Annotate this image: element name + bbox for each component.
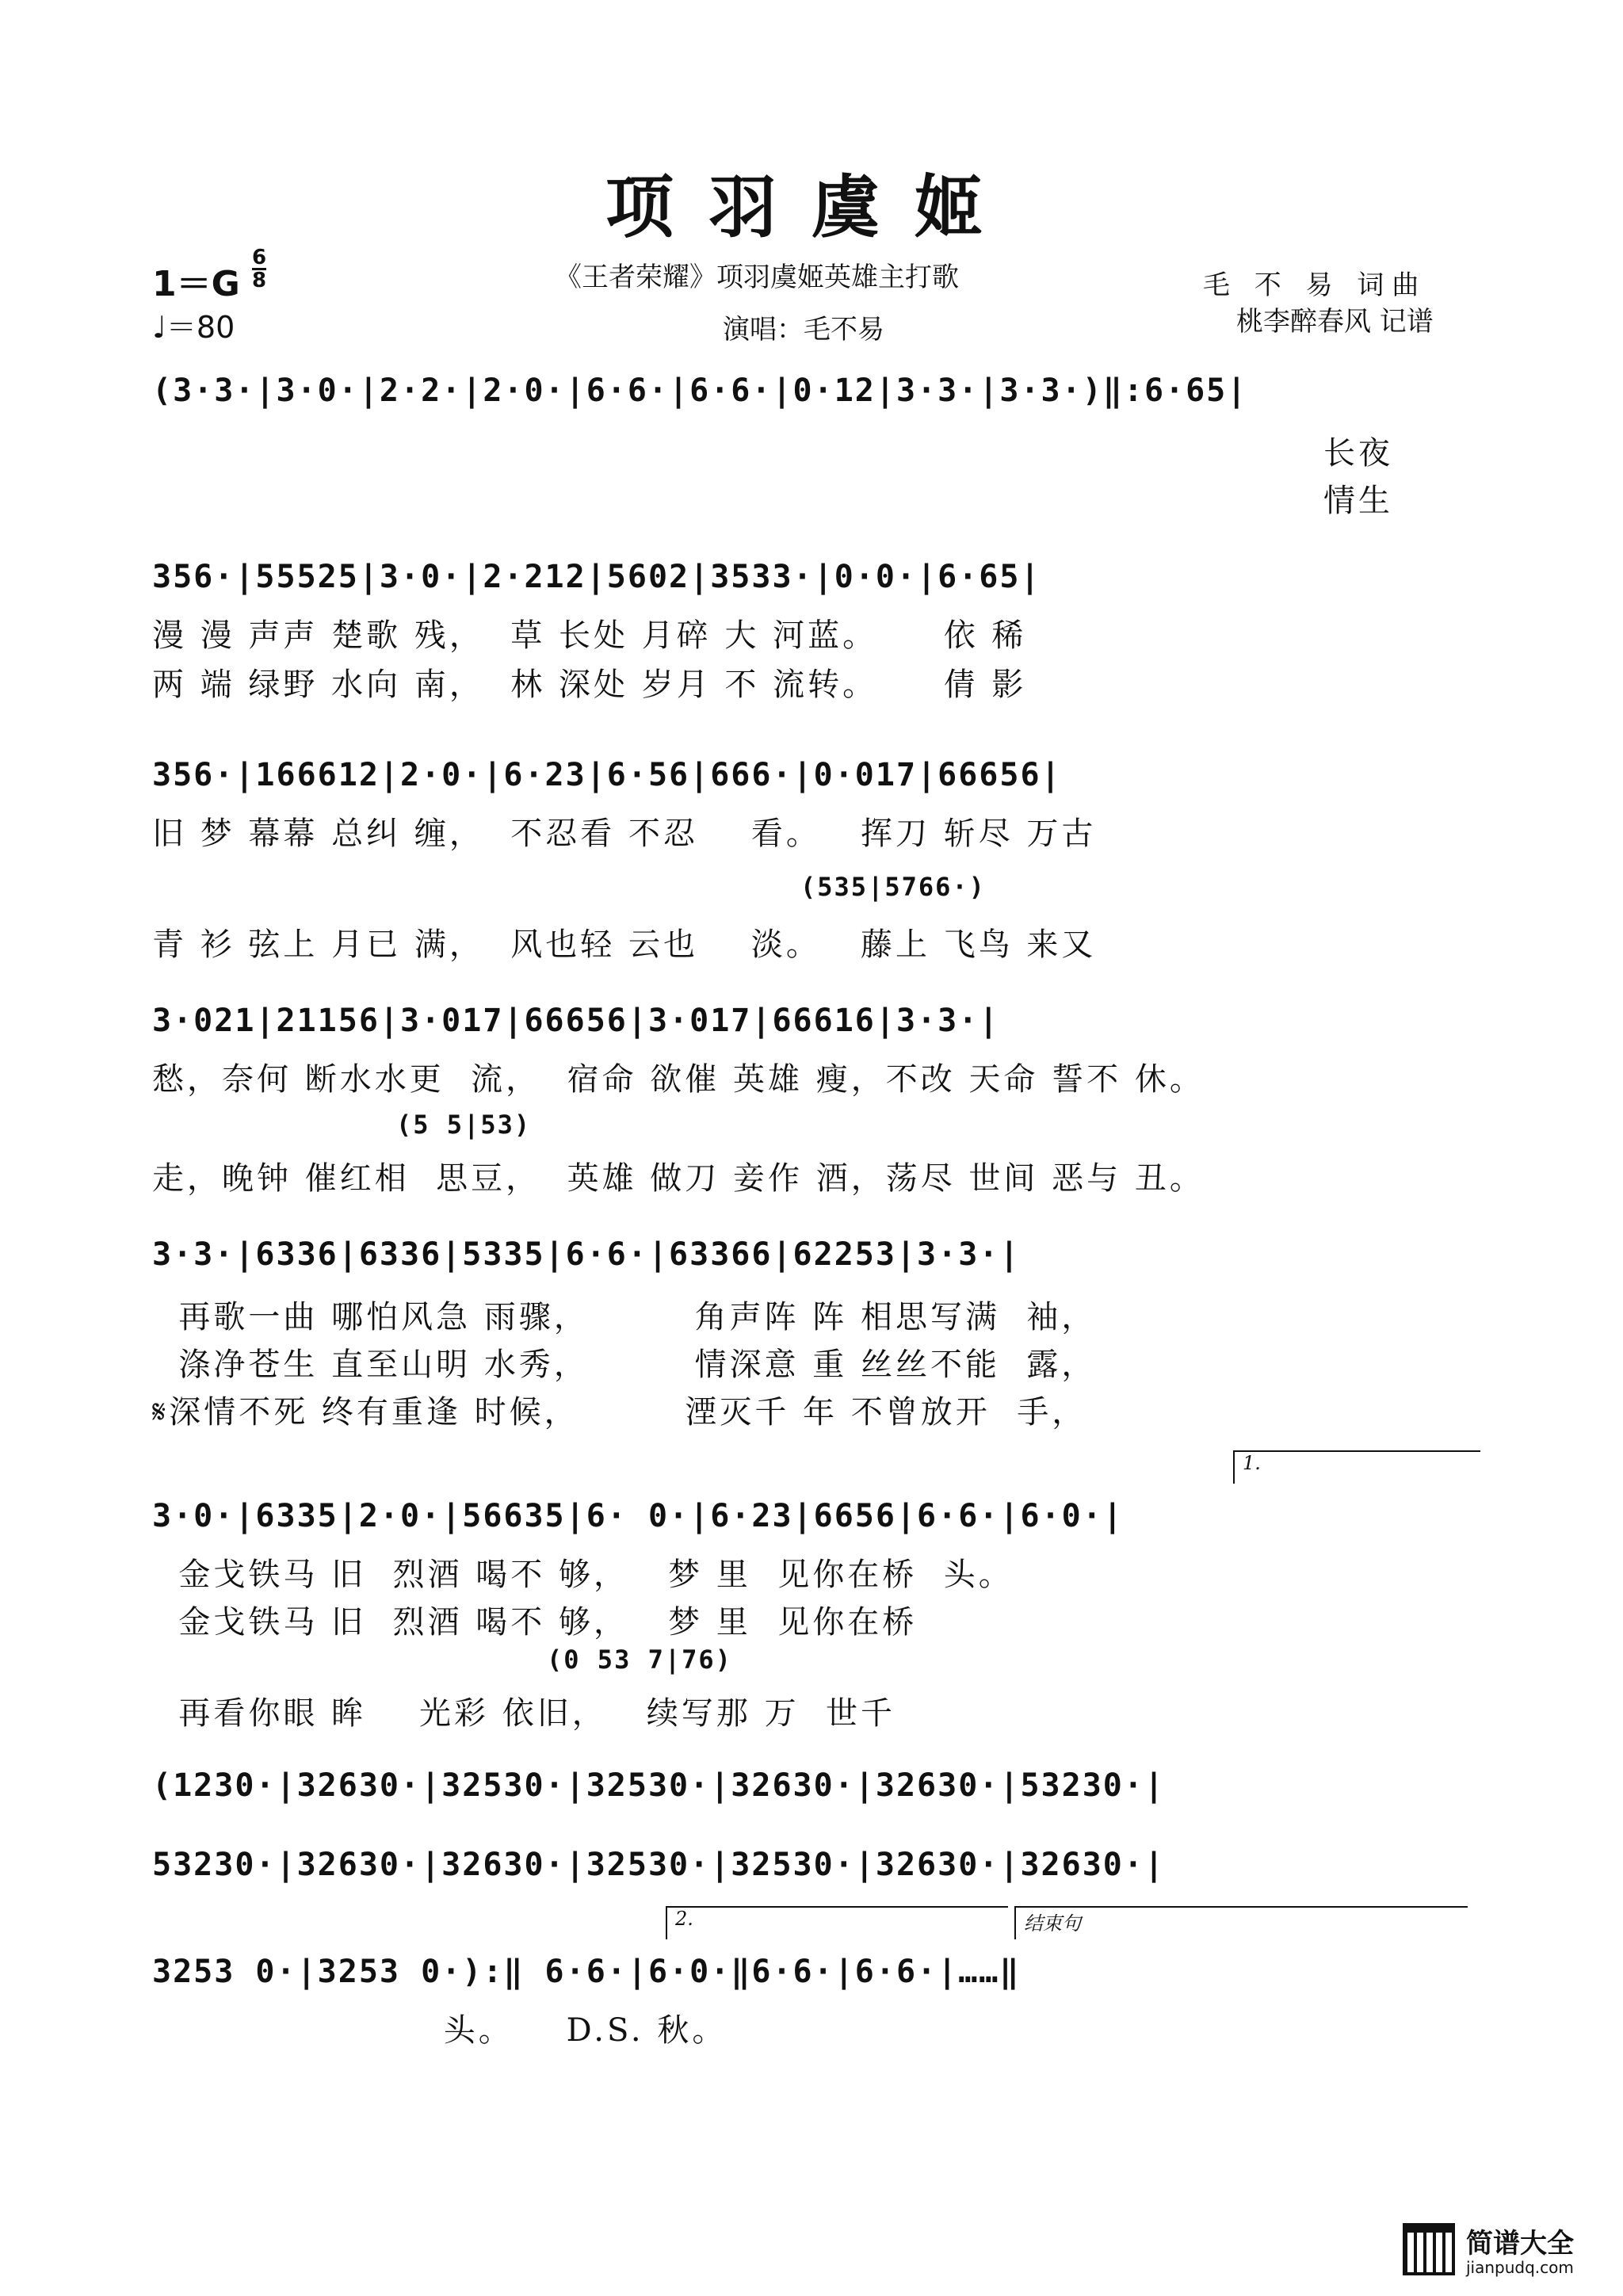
logo-url: jianpudq.com [1466, 2258, 1574, 2277]
lyric-row-9: 头。 D.S. 秋。 [152, 2012, 727, 2049]
tempo: ♩＝80 [152, 310, 235, 345]
lyric-row-1-a: 长夜 [1323, 435, 1393, 472]
lyric-row-5-a: 再歌一曲 哪怕风急 雨骤， 角声阵 阵 相思写满 袖， [152, 1299, 1097, 1335]
notation-row-3: 356·|166612|2·0·|6·23|6·56|666·|0·017|66656| [152, 757, 1062, 793]
lyric-row-4-b: 走，晚钟 催红相 思豆， 英雄 做刀 妾作 酒，荡尽 世间 恶与 丑。 [152, 1160, 1205, 1197]
notation-row-4-variant: (5 5|53) [396, 1110, 532, 1140]
lyric-row-1-b: 情生 [1323, 483, 1393, 519]
site-logo [1401, 2222, 1591, 2280]
key-signature: 1＝G [152, 264, 240, 304]
lyric-row-6-b: 金戈铁马 旧 烈酒 喝不 够， 梦 里 见你在桥 [152, 1604, 918, 1641]
notation-row-5: 3·3·|6336|6336|5335|6·6·|63366|62253|3·3·| [152, 1236, 1021, 1273]
notation-row-1: (3·3·|3·0·|2·2·|2·0·|6·6·|6·6·|0·12|3·3·|3·3·)‖:6·65| [152, 372, 1248, 409]
lyric-row-2-b: 两 端 绿野 水向 南， 林 深处 岁月 不 流转。 倩 影 [152, 667, 1027, 703]
lyric-row-2-a: 漫 漫 声声 楚歌 残， 草 长处 月碎 大 河蓝。 依 稀 [152, 617, 1027, 654]
volta-1: 1. [1233, 1450, 1480, 1484]
lyric-row-4-a: 愁，奈何 断水水更 流， 宿命 欲催 英雄 瘦，不改 天命 誓不 休。 [152, 1061, 1205, 1098]
notation-row-7: (1230·|32630·|32530·|32530·|32630·|32630·|53230·| [152, 1767, 1166, 1804]
lyric-row-6-c: 再看你眼 眸 光彩 依旧， 续写那 万 世千 [152, 1695, 896, 1732]
logo-name: 简谱大全 [1466, 2228, 1574, 2260]
notation-row-9: 3253 0·|3253 0·):‖ 6·6·|6·0·‖6·6·|6·6·|……‖ [152, 1954, 1021, 1990]
subtitle: 《王者荣耀》项羽虞姬英雄主打歌 [555, 262, 959, 293]
lyric-row-3-a: 旧 梦 幕幕 总纠 缠， 不忍看 不忍 看。 挥刀 斩尽 万古 [152, 816, 1097, 852]
notation-row-4: 3·021|21156|3·017|66656|3·017|66616|3·3·| [152, 1003, 1000, 1039]
notation-row-6: 3·0·|6335|2·0·|56635|6· 0·|6·23|6656|6·6·|6·0·| [152, 1498, 1124, 1534]
notation-row-6-variant: (0 53 7|76) [547, 1645, 732, 1675]
lyric-row-3-b: 青 衫 弦上 月已 满， 风也轻 云也 淡。 藤上 飞鸟 来又 [152, 926, 1097, 963]
time-top: 6 [252, 246, 267, 269]
piano-icon [1401, 2222, 1457, 2277]
transcriber-credit: 桃李醉春风 记谱 [1236, 306, 1434, 338]
lyric-row-6-a: 金戈铁马 旧 烈酒 喝不 够， 梦 里 见你在桥 头。 [152, 1557, 1014, 1593]
notation-row-3-variant: (535|5766·) [800, 872, 986, 902]
lyric-row-5-c: 𝄋深情不死 终有重逢 时候， 湮灭千 年 不曾放开 手， [152, 1394, 1087, 1431]
coda-label: 结束句 [1014, 1906, 1468, 1939]
song-title: 项羽虞姬 [605, 168, 1018, 247]
composer-credit: 毛 不 易 词曲 [1203, 269, 1427, 301]
lyric-row-5-b: 涤净苍生 直至山明 水秀， 情深意 重 丝丝不能 露， [152, 1347, 1097, 1383]
time-bottom: 8 [252, 269, 267, 292]
volta-2: 2. [666, 1906, 1008, 1939]
notation-row-8: 53230·|32630·|32630·|32530·|32530·|32630·|32630·| [152, 1847, 1166, 1883]
notation-row-2: 356·|55525|3·0·|2·212|5602|3533·|0·0·|6·65| [152, 559, 1041, 595]
time-signature [252, 247, 266, 291]
singer: 演唱：毛不易 [723, 314, 884, 346]
